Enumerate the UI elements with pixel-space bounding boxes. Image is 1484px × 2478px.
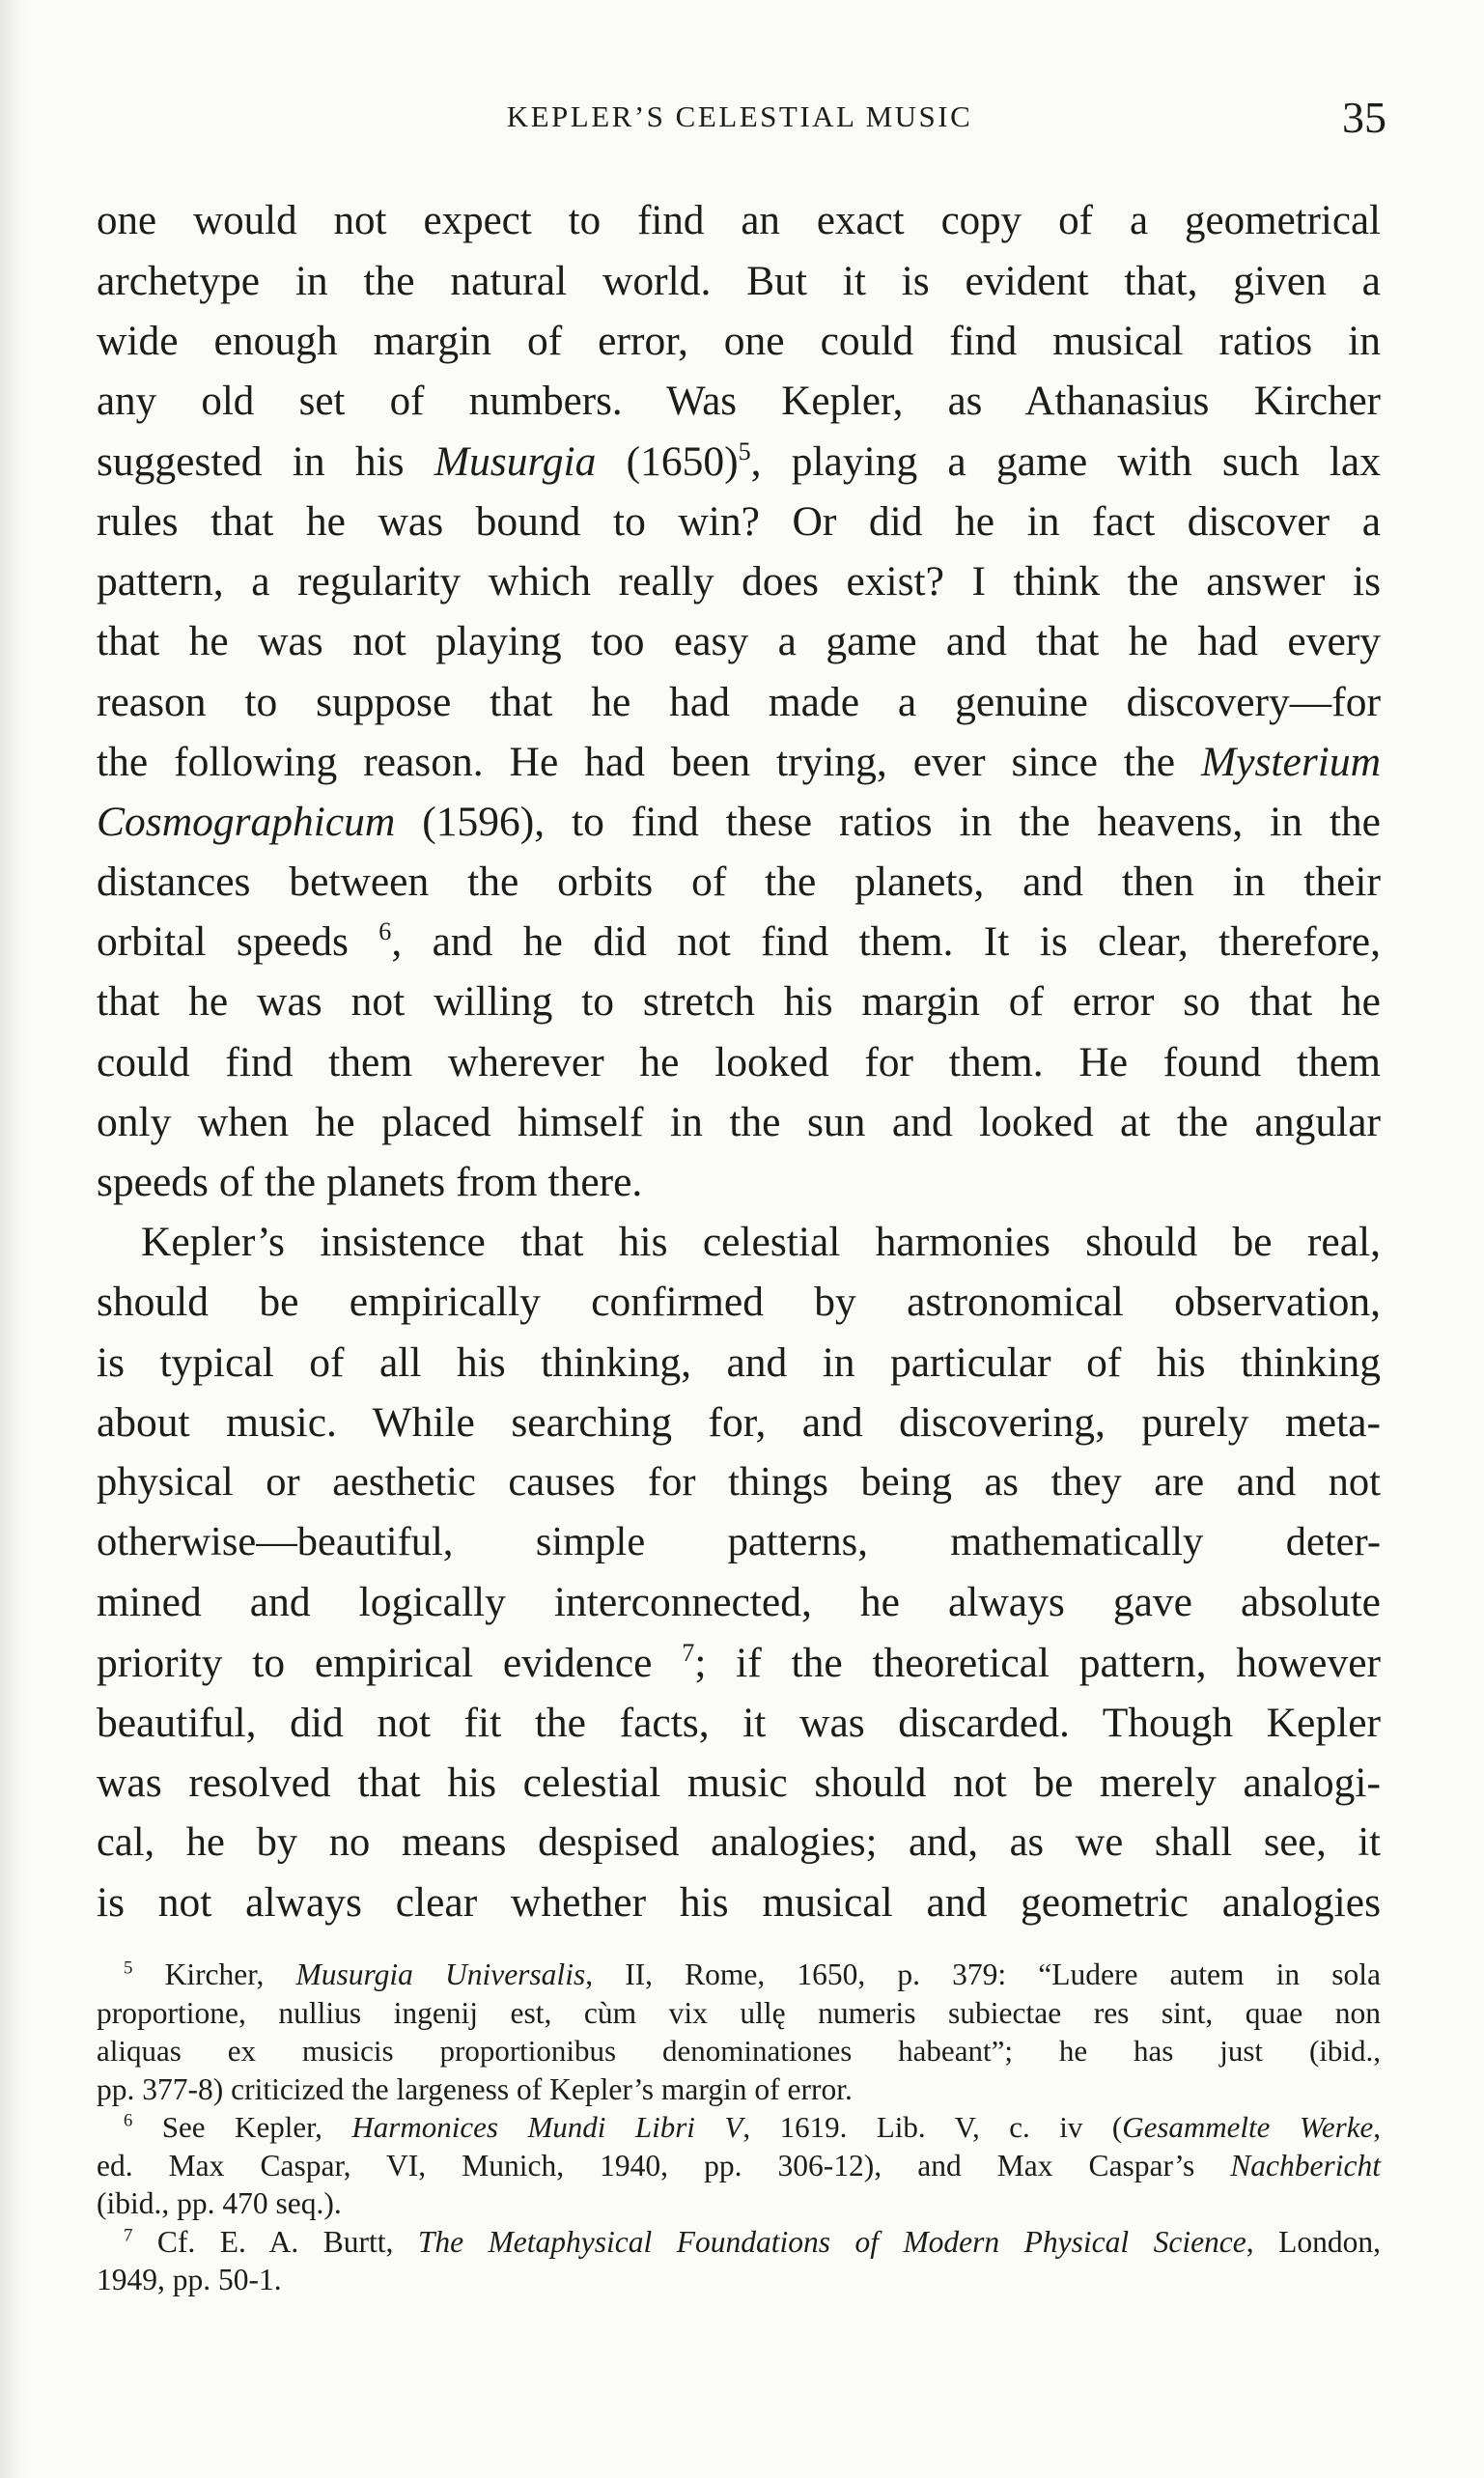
footnotes	[97, 1956, 1381, 2299]
text-run: , II, Rome, 1650, p. 379: “Ludere autem in sola	[585, 1957, 1381, 1991]
text-run: about music. While searching for, and discovering, purely meta-	[97, 1398, 1381, 1446]
text-run: archetype in the natural world. But it is evident that, given a	[97, 258, 1381, 305]
body-line	[97, 432, 1381, 492]
text-run: proportione, nullius ingenij est, cùm vix ullę numeris subiectae res sint, quae non	[97, 1995, 1381, 2030]
body-line	[97, 1512, 1381, 1572]
body-line	[97, 1272, 1381, 1332]
text-run: that he was not willing to stretch his margin of error so that he	[97, 978, 1381, 1026]
text-run: only when he placed himself in the sun and looked at the angular	[97, 1098, 1381, 1145]
text-run: could find them wherever he looked for them. He found them	[97, 1038, 1381, 1085]
footnote-marker: 7	[682, 1638, 695, 1667]
italic-title: Musurgia Universalis	[295, 1957, 586, 1991]
text-run: Cf. E. A. Burtt,	[132, 2224, 418, 2259]
text-run: , and he did not find them. It is clear, therefore,	[391, 918, 1381, 966]
body-line	[97, 852, 1381, 912]
body-line	[97, 1032, 1381, 1092]
text-run: should be empirically confirmed by astronomical observation,	[97, 1279, 1381, 1326]
text-run: is not always clear whether his musical and geometric analogies	[97, 1879, 1381, 1927]
text-run: orbital speeds	[97, 918, 379, 966]
body-line	[97, 372, 1381, 432]
body-line	[97, 191, 1381, 251]
footnote-line	[97, 2070, 1381, 2109]
footnote-line	[97, 2184, 1381, 2223]
body-line	[97, 1753, 1381, 1813]
text-run: priority to empirical evidence	[97, 1639, 683, 1686]
footnote-line	[97, 2108, 1381, 2147]
body-line	[97, 1333, 1381, 1393]
body-line	[97, 251, 1381, 311]
page-number: 35	[1342, 93, 1386, 142]
text-run: pp. 377-8) criticized the largeness of Kepler’s margin of error.	[97, 2071, 853, 2106]
text-run: the following reason. He had been trying, ever since the	[97, 738, 1201, 785]
text-run: Kepler’s insistence that his celestial harmonies should be real,	[141, 1219, 1381, 1266]
italic-title: Gesammelte Werke	[1122, 2110, 1374, 2144]
text-run: speeds of the planets from there.	[97, 1159, 643, 1205]
text-run: Kircher,	[132, 1957, 296, 1991]
body-line	[97, 792, 1381, 852]
text-run: that he was not playing too easy a game and that he had every	[97, 618, 1381, 665]
text-run: suggested in his	[97, 437, 434, 485]
italic-title: Cosmographicum	[97, 798, 396, 845]
text-run: (ibid., pp. 470 seq.).	[97, 2186, 342, 2220]
footnote-marker: 5	[124, 1957, 133, 1979]
text-run: rules that he was bound to win? Or did he in fact discover a	[97, 497, 1381, 545]
text-run: distances between the orbits of the planets, and then in their	[97, 859, 1381, 906]
body-line	[97, 311, 1381, 371]
text-run: is typical of all his thinking, and in particular of his thinking	[97, 1338, 1381, 1386]
text-run: , London,	[1246, 2224, 1381, 2259]
italic-title: The Metaphysical Foundations of Modern Physical Science	[417, 2224, 1246, 2259]
body-line	[97, 1393, 1381, 1452]
footnote-marker: 5	[738, 436, 751, 465]
text-run: physical or aesthetic causes for things being as they are and not	[97, 1458, 1381, 1505]
footnote-line	[97, 2032, 1381, 2070]
text-run: ; if the theoretical pattern, however	[694, 1639, 1381, 1686]
italic-title: Musurgia	[434, 437, 597, 485]
text-run: was resolved that his celestial music should not be merely analogi-	[97, 1759, 1381, 1806]
body-line	[97, 672, 1381, 732]
text-run: (1650)	[596, 437, 739, 485]
text-run: mined and logically interconnected, he always gave absolute	[97, 1579, 1381, 1626]
italic-title: Mysterium	[1200, 738, 1381, 785]
running-title: KEPLER’S CELESTIAL MUSIC	[506, 99, 973, 133]
body-line	[97, 551, 1381, 611]
body-line	[97, 1633, 1381, 1693]
text-run: cal, he by no means despised analogies; and, as we shall see, it	[97, 1819, 1381, 1866]
body-line	[97, 1813, 1381, 1873]
text-run: (1596), to find these ratios in the heavens, in the	[395, 798, 1381, 845]
footnote-marker: 7	[124, 2224, 133, 2245]
text-run: 1949, pp. 50-1.	[97, 2263, 282, 2296]
text-run: , playing a game with such lax	[750, 437, 1381, 485]
text-run: beautiful, did not fit the facts, it was discarded. Though Kepler	[97, 1699, 1381, 1746]
text-run: ed. Max Caspar, VI, Munich, 1940, pp. 306-12), and Max Caspar’s	[97, 2148, 1231, 2182]
text-run: ,	[1373, 2110, 1381, 2144]
text-run: pattern, a regularity which really does exist? I think the answer is	[97, 558, 1381, 605]
body-line	[97, 1092, 1381, 1152]
body-line	[97, 971, 1381, 1031]
italic-title: Nachbericht	[1230, 2148, 1381, 2182]
body-line	[97, 1693, 1381, 1753]
footnote-line	[97, 2223, 1381, 2262]
text-run: any old set of numbers. Was Kepler, as Athanasius Kircher	[97, 378, 1381, 424]
body-line	[97, 1873, 1381, 1932]
italic-title: Harmonices Mundi Libri V	[351, 2110, 743, 2144]
text-run: one would not expect to find an exact copy of a geometrical	[97, 198, 1381, 243]
body-line	[97, 912, 1381, 971]
body-line	[97, 492, 1381, 551]
body-line	[97, 1572, 1381, 1632]
body-line	[97, 1152, 1381, 1212]
footnote-line	[97, 1994, 1381, 2033]
text-run: , 1619. Lib. V, c. iv (	[742, 2110, 1123, 2144]
footnote-line	[97, 1956, 1381, 1994]
footnote-marker: 6	[378, 917, 392, 946]
body-line	[97, 611, 1381, 671]
running-head	[93, 92, 1386, 150]
body-line	[97, 1212, 1381, 1272]
footnote-line	[97, 2261, 1381, 2299]
page-edge-shadow	[0, 0, 27, 2478]
body-line	[97, 732, 1381, 792]
body-text	[97, 191, 1381, 1932]
body-line	[97, 1452, 1381, 1512]
text-run: reason to suppose that he had made a genuine discovery—for	[97, 678, 1381, 725]
text-run: otherwise—beautiful, simple patterns, mathematically deter-	[97, 1519, 1381, 1565]
footnote-line	[97, 2147, 1381, 2185]
text-run: See Kepler,	[132, 2110, 352, 2144]
text-run: wide enough margin of error, one could find musical ratios in	[97, 318, 1381, 365]
text-run: aliquas ex musicis proportionibus denominationes habeant”; he has just (ibid.,	[97, 2034, 1381, 2068]
footnote-marker: 6	[124, 2110, 133, 2131]
